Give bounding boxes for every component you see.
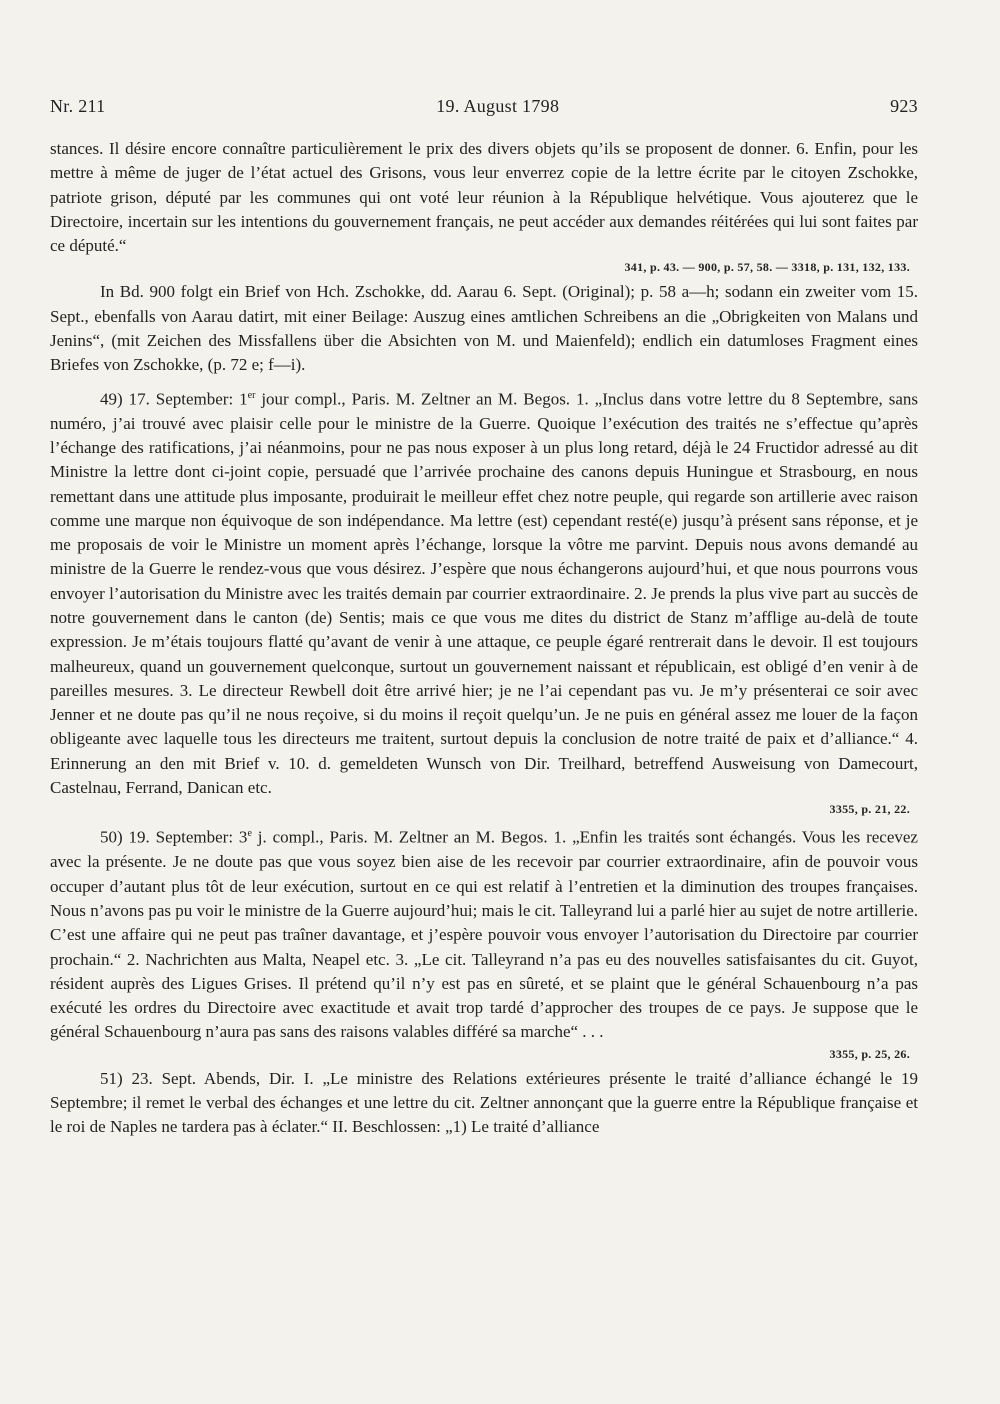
paragraph-entry-50 [50,822,918,1044]
page-number: 923 [890,96,918,116]
document-date: 19. August 1798 [436,96,560,116]
paragraph-entry-51: 51) 23. Sept. Abends, Dir. I. „Le ministre des Relations extérieures présente le traité d’alliance échangé le 19 Septembre; il remet le verbal des échanges et une lettre du cit. Zeltner annonçant que la guerre entre la République française et le roi de Naples ne tardera pas à éclater.“ II. Beschlossen: „1) Le traité d’alliance [50,1068,918,1137]
source-reference: 3355, p. 25, 26. [829,1046,910,1061]
paragraph-entry-49 [50,384,918,801]
entry-50-sup: e [247,828,252,840]
entry-50-lead: 50) 19. September: 3 [100,828,248,848]
paragraph-note-zschokke: In Bd. 900 folgt ein Brief von Hch. Zschokke, dd. Aarau 6. Sept. (Original); p. 58 a—h; sodann ein zweiter vom 15. Sept., ebenfalls von Aarau datirt, mit einer Beilage: Auszug eines amtlichen Schreibens an die „Obrigkeiten von Malans und Jenins“, (mit Zeichen des Missfallens über die Absichten von M. und Maienfeld); endlich ein datumloses Fragment eines Briefes von Zschokke, (p. 72 e; f—i). [50,282,918,375]
entry-49-lead: 49) 17. September: 1 [100,389,248,409]
paragraph-continuation: stances. Il désire encore connaître particulièrement le prix des divers objets qu’ils se proposent de donner. 6. Enfin, pour les mettre à même de juger de l’état actuel des Grisons, vous leur enverrez copie de la lettre écrite par le citoyen Zschokke, patriote grison, député par les communes qui ont voté leur réunion à la République helvétique. Vous ajouterez que le Directoire, incertain sur les intentions du gouvernement français, ne peut accéder aux demandes réitérées qui lui sont faites par ce député.“ [50,139,918,256]
source-reference: 341, p. 43. — 900, p. 57, 58. — 3318, p. 131, 132, 133. [624,260,910,275]
entry-50-text: j. compl., Paris. M. Zeltner an M. Begos. 1. „Enfin les traités sont échangés. Vous les recevez avec la présente. Je ne doute pas que vous soyez bien aise de les recevoir par courrier extraordinaire, afin de pouvoir vous occuper d’autant plus tôt de leur exécution, surtout en ce qui est relatif à l’entretien et la diminution des troupes françaises. Nous n’avons pas pu voir le ministre de la Guerre aujourd’hui; mais le cit. Talleyrand lui a parlé hier au sujet de notre artillerie. C’est une affaire qui ne peut pas traîner davantage, et j’espère pouvoir vous envoyer l’autorisation du Directoire par courrier prochain.“ 2. Nachrichten aus Malta, Neapel etc. 3. „Le cit. Talleyrand n’a pas eu des nouvelles satisfaisantes du cit. Guyot, résident auprès des Ligues Grises. Il prétend qu’il n’y est pas en sûreté, et se plaint que le général Schauenbourg n’a pas exécuté les ordres du Directoire avec exactitude et avait trop tardé d’approcher des troupes de ce pays. Je suppose que le général Schauenbourg n’aura pas sans des raisons valables différé sa marche“ . . . [50,828,918,1042]
entry-49-text: jour compl., Paris. M. Zeltner an M. Begos. 1. „Inclus dans votre lettre du 8 Septembre, sans numéro, j’ai trouvé avec plaisir celle pour le ministre de la Guerre. Quoique l’exécution des traités ne s’effectue qu’après l’échange des ratifications, j’ai néanmoins, pour ne pas nous exposer à un plus long retard, déjà le 24 Fructidor adressé au dit Ministre la lettre dont ci-joint copie, persuadé que l’arrivée prochaine des canons depuis Huningue et Strasbourg, en nous remettant dans une attitude plus imposante, produirait le meilleur effet chez notre peuple, qui regarde son artillerie avec raison comme une marque non équivoque de son indépendance. Ma lettre (est) cependant resté(e) jusqu’à présent sans réponse, et je me proposais de voir le Ministre un moment après l’échange, lorsque la vôtre me parvint. Depuis nous avons demandé au ministre de la Guerre le rendez-vous que vous désirez. J’espère que nous échangerons aujourd’hui, et que nous pourrons vous envoyer l’autorisation du Ministre avec les traités demain par courrier extraordinaire. 2. Je prends la plus vive part au succès de notre gouvernement dans le canton (de) Sentis; mais ce que vous me dites du district de Stanz m’afflige au-delà de toute expression. Je m’étais toujours flatté qu’avant de venir à une attaque, ce peuple égaré rentrerait dans le devoir. Il est toujours malheureux, quand un gouvernement quelconque, surtout un gouvernement naissant et républicain, est obligé d’en venir à de pareilles mesures. 3. Le directeur Rewbell doit être arrivé hier; je ne l’ai cependant pas vu. Je m’y présenterai ce soir avec Jenner et ne doute pas qu’il ne nous reçoive, si du moins il reçoit quelqu’un. Je ne puis en général assez me louer de la façon obligeante avec laquelle tous les directeurs me traitent, surtout depuis la conclusion de notre traité de paix et d’alliance.“ 4. Erinnerung an den mit Brief v. 10. d. gemeldeten Wunsch von Dir. Treilhard, betreffend Ausweisung von Damecourt, Castelnau, Ferrand, Danican etc. [50,389,918,798]
entry-49-sup: er [247,389,256,401]
source-reference: 3355, p. 21, 22. [829,802,910,817]
document-number: Nr. 211 [50,96,106,116]
running-header [50,96,918,117]
